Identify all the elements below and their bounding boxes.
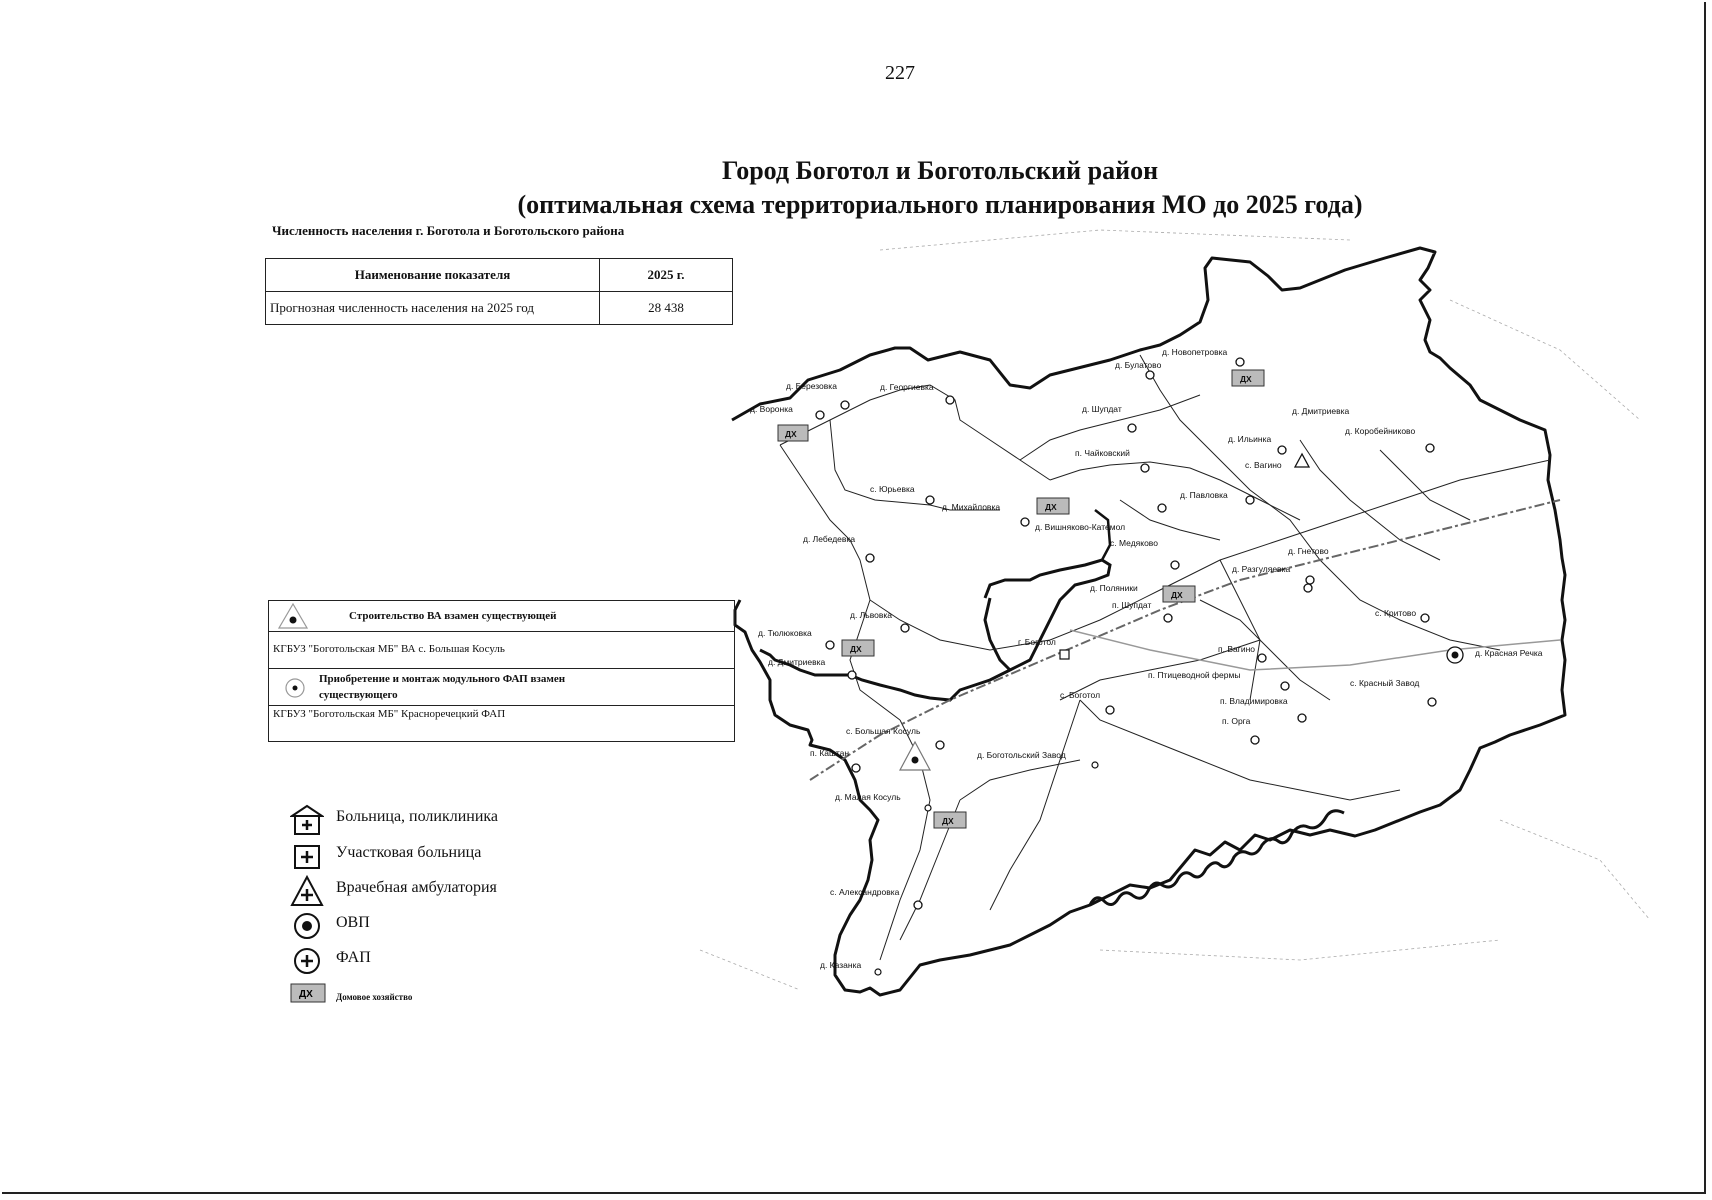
fap-item: КГБУЗ "Боготольская МБ" Красноречецкий ФАП: [273, 708, 506, 720]
town-boundary-north: [1095, 510, 1110, 560]
svg-text:с. Боготол: с. Боготол: [1060, 690, 1101, 700]
settlement-lvovka: [850, 610, 909, 632]
household-box: [778, 425, 808, 441]
svg-text:ДХ: ДХ: [785, 429, 797, 439]
row-value: 28 438: [600, 292, 733, 325]
svg-text:д. Булатово: д. Булатово: [1115, 360, 1162, 370]
svg-text:ДХ: ДХ: [942, 816, 954, 826]
household-icon: [290, 982, 330, 1004]
construction-item-row: [269, 632, 734, 669]
household-box: [1037, 498, 1069, 514]
svg-text:п. Владимировка: п. Владимировка: [1220, 696, 1288, 706]
settlement-orga: [1222, 716, 1259, 744]
settlement-malaya-kosul: [835, 792, 931, 811]
settlement-novopetrovka: [1162, 347, 1244, 366]
settlement-chaikovsky: [1075, 448, 1149, 472]
legend-fap-label: ФАП: [336, 949, 371, 966]
district-hospital-icon: [290, 840, 324, 872]
svg-text:д. Дмитриевка: д. Дмитриевка: [768, 657, 826, 667]
hospital-icon: [290, 804, 324, 836]
town-boundary: [760, 560, 1110, 700]
planned-ambulatory-marker: [900, 742, 930, 770]
svg-text:с. Медяково: с. Медяково: [1110, 538, 1158, 548]
svg-text:ДХ: ДХ: [1045, 502, 1057, 512]
settlement-pavlovka: [1180, 490, 1254, 504]
construction-item: КГБУЗ "Боготольская МБ" ВА с. Большая Косуль: [273, 643, 505, 655]
svg-text:с. Вагино: с. Вагино: [1245, 460, 1282, 470]
svg-text:д. Воронка: д. Воронка: [750, 404, 793, 414]
fap-icon: [290, 945, 324, 977]
svg-text:с. Красный Завод: с. Красный Завод: [1350, 678, 1420, 688]
svg-text:п. Орга: п. Орга: [1222, 716, 1251, 726]
population-caption: Численность населения г. Боготола и Боготольского района: [272, 223, 625, 238]
fap-item-row: [269, 706, 734, 741]
household-box: [1232, 370, 1264, 386]
roads: [780, 355, 1550, 960]
fap-title-line-2: существующего: [319, 689, 398, 701]
construction-title: Строительство ВА взамен существующей: [349, 610, 557, 622]
settlement-medyakovo: [1110, 538, 1179, 569]
household-box: [842, 640, 874, 656]
ambulatory-icon: [290, 875, 324, 907]
svg-text:ДХ: ДХ: [1171, 590, 1183, 600]
svg-text:с. Александровка: с. Александровка: [830, 887, 900, 897]
svg-text:п. Вагино: п. Вагино: [1218, 644, 1255, 654]
settlement-yuryevka: [870, 484, 934, 504]
svg-text:ДХ: ДХ: [299, 989, 313, 1000]
fap-title-line-1: Приобретение и монтаж модульного ФАП взамен: [319, 673, 566, 685]
svg-text:д. Павловка: д. Павловка: [1180, 490, 1228, 500]
settlement-ptitsefabrika: [1148, 670, 1289, 690]
legend-district-hospital-label: Участковая больница: [336, 844, 482, 861]
svg-text:д. Боготольский Завод: д. Боготольский Завод: [977, 750, 1066, 760]
settlement-krasnaya-rechka: [1447, 647, 1543, 663]
svg-text:д. Михайловка: д. Михайловка: [942, 502, 1001, 512]
planned-works-table: [268, 600, 735, 742]
svg-text:д. Шупдат: д. Шупдат: [1082, 404, 1122, 414]
svg-text:д. Ильинка: д. Ильинка: [1228, 434, 1272, 444]
settlement-voronka: [750, 404, 824, 419]
row-indicator: Прогнозная численность населения на 2025 год: [266, 292, 600, 325]
title-line-1: Город Боготол и Боготольский район: [721, 156, 1159, 185]
svg-text:д. Львовка: д. Львовка: [850, 610, 892, 620]
svg-text:п. Шупдат: п. Шупдат: [1112, 600, 1152, 610]
svg-text:г. Боготол: г. Боготол: [1018, 637, 1056, 647]
settlement-lebedevka: [803, 534, 874, 562]
ambulatory-planned-icon: [278, 603, 308, 629]
svg-text:д. Коробейниково: д. Коробейниково: [1345, 426, 1416, 436]
settlement-bogotol: [1018, 637, 1069, 659]
svg-text:д. Георгиевка: д. Георгиевка: [880, 382, 934, 392]
legend-ovp-label: ОВП: [336, 914, 370, 931]
settlement-mikhailovka: [942, 502, 1029, 526]
svg-text:с. Критово: с. Критово: [1375, 608, 1417, 618]
header-year: 2025 г.: [600, 259, 733, 292]
svg-text:д. Березовка: д. Березовка: [786, 381, 837, 391]
settlement-kazanka: [820, 960, 881, 975]
svg-text:ДХ: ДХ: [1240, 374, 1252, 384]
settlement-bulatovo: [1115, 360, 1162, 379]
settlement-vaino-s: [1245, 454, 1309, 470]
settlement-dmitrievka-ne: [1292, 406, 1350, 416]
svg-text:с. Юрьевка: с. Юрьевка: [870, 484, 915, 494]
ovp-icon: [290, 910, 324, 942]
svg-text:п. Чайковский: п. Чайковский: [1075, 448, 1130, 458]
legend-ambulatory-label: Врачебная амбулатория: [336, 879, 497, 896]
svg-text:д. Разгуляевка: д. Разгуляевка: [1232, 564, 1291, 574]
svg-text:д. Поляники: д. Поляники: [1090, 583, 1138, 593]
svg-text:д. Вишняково-Катемол: д. Вишняково-Катемол: [1035, 522, 1126, 532]
svg-text:д. Гнетово: д. Гнетово: [1288, 546, 1329, 556]
fap-header-row: [269, 669, 734, 706]
river: [1090, 811, 1344, 905]
household-box: [1163, 586, 1195, 602]
settlement-bogotol-s: [1060, 690, 1114, 714]
settlement-berezovka: [786, 381, 849, 409]
svg-text:д. Лебедевка: д. Лебедевка: [803, 534, 856, 544]
page-number: 227: [885, 62, 915, 84]
svg-text:д. Казанка: д. Казанка: [820, 960, 862, 970]
title-line-2: (оптимальная схема территориального планирования МО до 2025 года): [517, 190, 1363, 219]
svg-text:д. Новопетровка: д. Новопетровка: [1162, 347, 1228, 357]
household-box: [934, 812, 966, 828]
svg-text:д. Тюлюковка: д. Тюлюковка: [758, 628, 812, 638]
settlement-poyanki: [1090, 583, 1138, 593]
settlement-gnetovo: [1288, 546, 1329, 584]
settlement-bogotolsky-zavod: [977, 750, 1098, 768]
town-boundary-inner: [985, 598, 1010, 670]
railway: [810, 500, 1560, 780]
svg-text:п. Птицеводной фермы: п. Птицеводной фермы: [1148, 670, 1241, 680]
svg-text:д. Малая Косуль: д. Малая Косуль: [835, 792, 901, 802]
svg-text:с. Большая Косуль: с. Большая Косуль: [846, 726, 921, 736]
settlement-krivosh: [1375, 608, 1429, 622]
settlement-ilyinka: [1228, 434, 1286, 454]
legend-household-label: Домовое хозяйство: [336, 992, 413, 1002]
svg-text:п. Каштан: п. Каштан: [810, 748, 850, 758]
svg-text:д. Дмитриевка: д. Дмитриевка: [1292, 406, 1350, 416]
legend-hospital-label: Больница, поликлиника: [336, 808, 499, 825]
settlement-aleksandrovka: [830, 887, 922, 909]
settlement-bolshaya-kosul: [846, 726, 944, 749]
settlement-tyutyukovka: [758, 628, 834, 649]
svg-text:ДХ: ДХ: [850, 644, 862, 654]
svg-text:д. Красная Речка: д. Красная Речка: [1475, 648, 1543, 658]
header-indicator: Наименование показателя: [266, 259, 600, 292]
fap-planned-icon: [284, 677, 306, 699]
settlement-krasny-zavod: [1350, 678, 1436, 706]
construction-header-row: [269, 601, 734, 632]
settlement-korobeinikovo: [1345, 426, 1434, 452]
